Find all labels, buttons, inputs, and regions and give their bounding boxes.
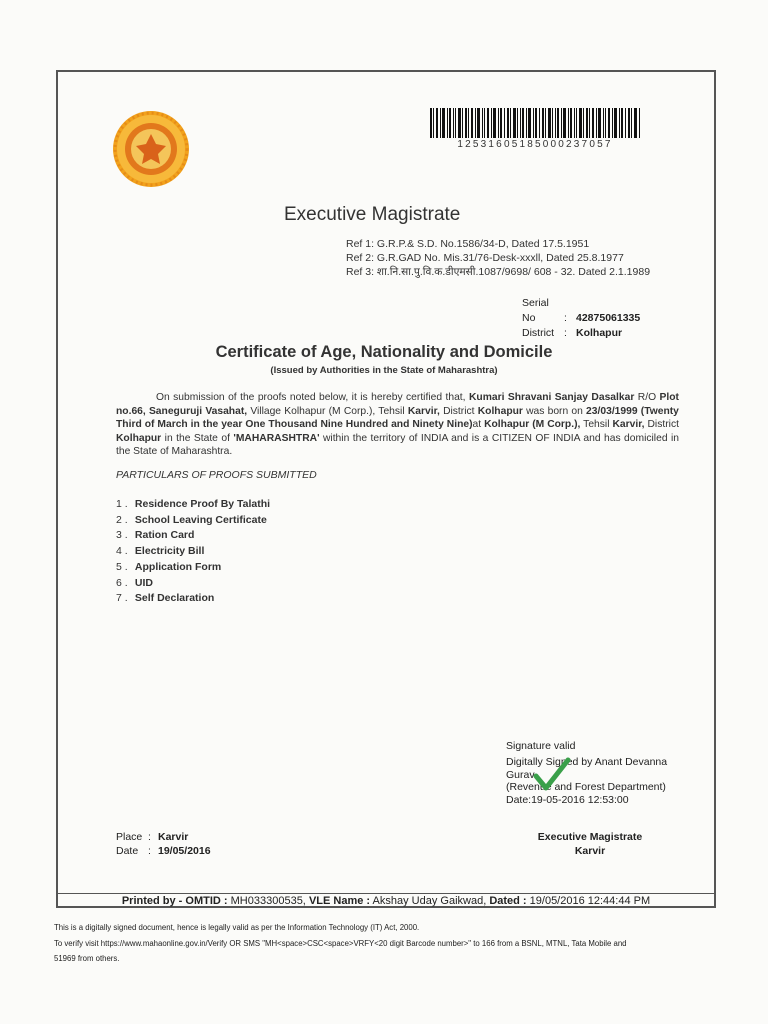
serial-value: 42875061335 <box>576 312 641 324</box>
authority-place: Karvir <box>574 845 606 857</box>
tehsil-label: Tehsil <box>378 405 405 417</box>
village-text: Village Kolhapur (M Corp.), <box>250 405 376 417</box>
signing-authority <box>520 830 660 858</box>
place-date-block: Place : Karvir Date : 19/05/2016 <box>116 831 211 857</box>
signature-date: Date:19-05-2016 12:53:00 <box>506 794 629 807</box>
omtid-value: MH033300535, <box>230 895 306 907</box>
holder-address: Plot no.66, Saneguruji Vasahat, <box>116 392 679 417</box>
barcode-image <box>430 108 642 138</box>
at-text: at <box>472 419 482 431</box>
body-intro: On submission of the proofs noted below, it is hereby certified that, <box>156 392 466 403</box>
vle-label: VLE Name : <box>308 895 371 907</box>
list-item: 4 . Electricity Bill <box>116 545 205 558</box>
district-value: Kolhapur <box>576 327 623 339</box>
place-label: Place <box>116 831 143 843</box>
citizenship-text: within the territory of INDIA and is a CITIZEN OF INDIA and has domiciled in the State of Maharashtra. <box>116 432 679 458</box>
tehsil2-label: Tehsil <box>583 419 610 431</box>
holder-name: Kumari Shravani Sanjay Dasalkar <box>468 392 635 403</box>
list-item: 5 . Application Form <box>116 560 222 573</box>
dated-label: Dated : <box>489 895 527 907</box>
proofs-list <box>116 497 270 607</box>
signature-signer-surname: Gurav <box>506 768 535 781</box>
page-title: Executive Magistrate <box>284 204 461 225</box>
list-item: 6 . UID <box>116 576 154 589</box>
check-icon <box>532 754 572 794</box>
district2-value: Kolhapur <box>116 432 162 444</box>
list-item: 3 . Ration Card <box>116 529 195 542</box>
certificate-title: Certificate of Age, Nationality and Domicile <box>215 343 553 361</box>
printed-prefix: Printed by - OMTID : <box>121 895 228 907</box>
footer-verify-note: To verify visit https://www.mahaonline.gov.in/Verify OR SMS "MH<space>CSC<space>VRFY<20 digit Barcode number>" to 166 from a BSNL, MTNL, Tata Mobile and <box>54 938 627 948</box>
reference-list <box>346 237 650 279</box>
state-name: 'MAHARASHTRA' <box>233 432 320 444</box>
vle-value: Akshay Uday Gaikwad, <box>372 895 487 907</box>
born-on-text: was born on <box>526 405 583 417</box>
ro-label: R/O <box>637 392 657 403</box>
tehsil-value: Karvir, <box>407 405 440 417</box>
date-value: 19/05/2016 <box>158 845 211 857</box>
certificate-subtitle: (Issued by Authorities in the State of Maharashtra) <box>270 365 498 376</box>
reference-3: Ref 3: शा.नि.सा.पु.वि.क.डीएमसी.1087/9698/ 608 - 32. Dated 2.1.1989 <box>346 266 651 278</box>
district-value-body: Kolhapur <box>477 405 523 417</box>
date-of-birth: 23/03/1999 (Twenty Third of March in the year One Thousand Nine Hundred and Ninety Nine) <box>116 405 679 431</box>
dated-value: 19/05/2016 12:44:44 PM <box>529 895 651 907</box>
date-label: Date <box>116 845 139 857</box>
serial-block <box>522 296 640 341</box>
reference-2: Ref 2: G.R.GAD No. Mis.31/76-Desk-xxxll, Dated 25.8.1977 <box>346 252 624 264</box>
signature-signer: Digitally Signed by Anant Devanna <box>506 755 668 768</box>
list-item: 1 . Residence Proof By Talathi <box>116 498 271 510</box>
footer-legal-note: This is a digitally signed document, hence is legally valid as per the Information Technology (IT) Act, 2000. <box>54 923 420 932</box>
district-label: District <box>522 327 555 339</box>
government-seal <box>110 108 192 190</box>
birthplace: Kolhapur (M Corp.), <box>484 419 581 431</box>
serial-label: Serial No <box>522 297 549 324</box>
signature-status: Signature valid <box>506 740 576 752</box>
printed-by-line <box>56 895 716 907</box>
signature-department: (Revenue and Forest Department) <box>506 781 666 794</box>
district-label-body: District <box>443 405 475 417</box>
serial-row: Serial No : 42875061335 <box>522 297 641 324</box>
footer-notes <box>54 920 714 967</box>
place-value: Karvir <box>158 831 189 843</box>
list-item: 2 . School Leaving Certificate <box>116 513 267 526</box>
reference-1: Ref 1: G.R.P.& S.D. No.1586/34-D, Dated 17.5.1951 <box>346 238 590 250</box>
in-state-text: in the State of <box>164 432 230 444</box>
district2-label: District <box>647 419 679 431</box>
particulars-heading: PARTICULARS OF PROOFS SUBMITTED <box>116 469 317 481</box>
authority-title: Executive Magistrate <box>537 831 643 843</box>
list-item: 7 . Self Declaration <box>116 592 215 605</box>
tehsil2-value: Karvir, <box>612 419 645 431</box>
certificate-body <box>116 391 679 459</box>
district-row: District : Kolhapur <box>522 327 623 339</box>
barcode-number: 12531605185000237057 <box>457 139 613 150</box>
footer-verify-note-cont: 51969 from others. <box>54 954 120 963</box>
